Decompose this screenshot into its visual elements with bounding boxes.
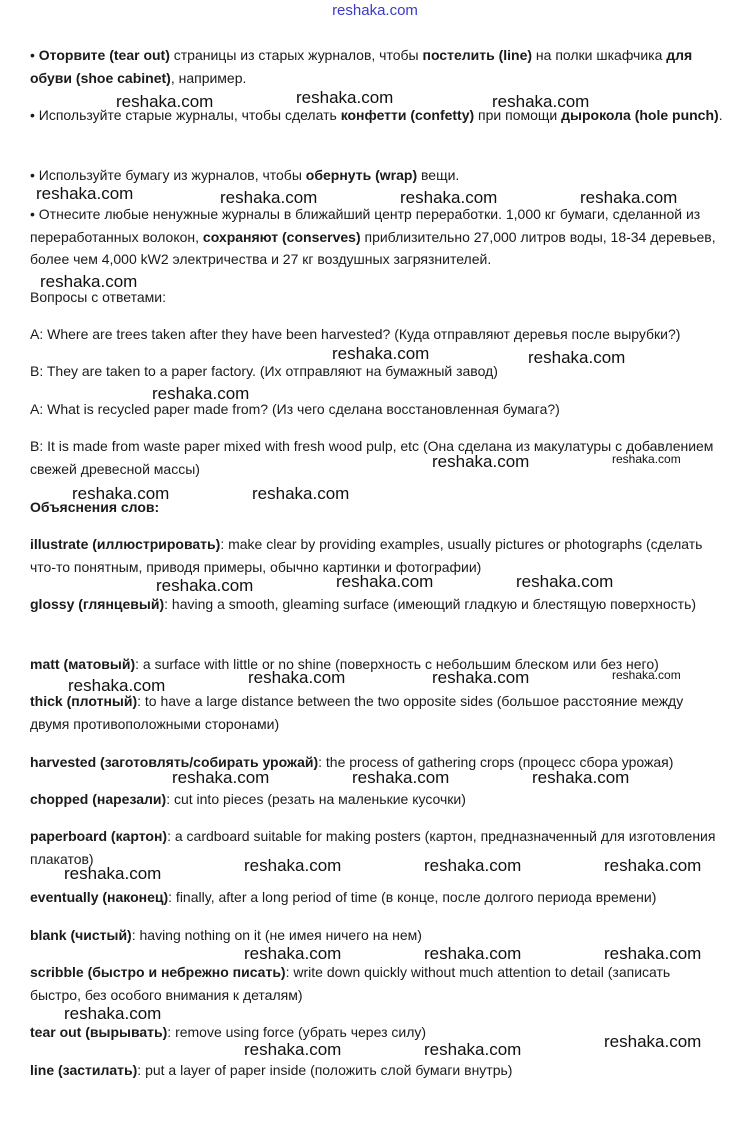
watermark: reshaka.com: [424, 1040, 522, 1059]
watermark: reshaka.com: [36, 184, 134, 203]
watermark: reshaka.com: [220, 188, 318, 207]
vocab-glossy: glossy (глянцевый): having a smooth, gleaming surface (имеющий гладкую и блестящую поверхность): [30, 596, 697, 612]
watermark: reshaka.com: [64, 1004, 162, 1023]
vocab-scribble: scribble (быстро и небрежно писать): write down quickly without much attention to detail (записать быстро, без особого внимания к деталям): [30, 964, 671, 1003]
vocab-eventually: eventually (наконец): finally, after a long period of time (в конце, после долгого периода времени): [30, 889, 657, 905]
bullet-recycling-center: • Отнесите любые ненужные журналы в ближайший центр переработки. 1,000 кг бумаги, сделанной из переработанных волокон, сохраняют (conserves) приблизительно 27,000 литров воды, 18-34 деревьев, более чем 4,000 kW2 электричества и 27 кг воздушных загрязнителей.: [30, 206, 716, 267]
watermark: reshaka.com: [244, 944, 342, 963]
qa-line-4: B: It is made from waste paper mixed with fresh wood pulp, etc (Она сделана из макулатуры с добавлением свежей древесной массы): [30, 438, 714, 477]
watermark: reshaka.com: [528, 348, 626, 367]
watermark: reshaka.com: [516, 572, 614, 591]
watermark: reshaka.com: [604, 944, 702, 963]
vocab-thick: thick (плотный): to have a large distance between the two opposite sides (большое расстояние между двумя противоположными сторонами): [30, 693, 684, 732]
vocab-illustrate: illustrate (иллюстрировать): make clear by providing examples, usually pictures or photographs (сделать что-то понятным, приводя примеры, обычно картинки и фотографии): [30, 536, 703, 575]
bullet-confetti: • Используйте старые журналы, чтобы сделать конфетти (confetty) при помощи дырокола (hole punch).: [30, 107, 723, 123]
watermark: reshaka.com: [352, 768, 450, 787]
watermark: reshaka.com: [336, 572, 434, 591]
watermark: reshaka.com: [400, 188, 498, 207]
watermark: reshaka.com: [116, 92, 214, 111]
watermark: reshaka.com: [532, 768, 630, 787]
watermark: reshaka.com: [432, 452, 530, 471]
qa-line-3: A: What is recycled paper made from? (Из чего сделана восстановленная бумага?): [30, 401, 560, 417]
watermark: reshaka.com: [40, 272, 138, 291]
watermark: reshaka.com: [332, 344, 430, 363]
vocab-tear-out: tear out (вырывать): remove using force (убрать через силу): [30, 1024, 427, 1040]
vocab-chopped: chopped (нарезали): cut into pieces (резать на маленькие кусочки): [30, 791, 466, 807]
bullet-tear-out: • Оторвите (tear out) страницы из старых журналов, чтобы постелить (line) на полки шкафчика для обуви (shoe cabinet), например.: [30, 47, 693, 86]
watermark: reshaka.com: [252, 484, 350, 503]
watermark: reshaka.com: [72, 484, 170, 503]
vocab-harvested: harvested (заготовлять/собирать урожай): the process of gathering crops (процесс сбора урожая): [30, 754, 674, 770]
watermark: reshaka.com: [604, 1032, 702, 1051]
qa-line-1: A: Where are trees taken after they have been harvested? (Куда отправляют деревья после вырубки?): [30, 326, 681, 342]
watermark: reshaka.com: [612, 668, 681, 682]
qa-heading: Вопросы с ответами:: [30, 289, 166, 305]
watermark: reshaka.com: [296, 88, 394, 107]
watermark: reshaka.com: [172, 768, 270, 787]
bullet-wrap: • Используйте бумагу из журналов, чтобы обернуть (wrap) вещи.: [30, 167, 460, 183]
watermark: reshaka.com: [580, 188, 678, 207]
watermark: reshaka.com: [432, 668, 530, 687]
watermark: reshaka.com: [248, 668, 346, 687]
vocab-blank: blank (чистый): having nothing on it (не имея ничего на нем): [30, 927, 422, 943]
vocab-matt: matt (матовый): a surface with little or no shine (поверхность с небольшим блеском или без него): [30, 656, 659, 672]
watermark: reshaka.com: [64, 864, 162, 883]
watermark: reshaka.com: [156, 576, 254, 595]
watermark: reshaka.com: [492, 92, 590, 111]
watermark: reshaka.com: [424, 944, 522, 963]
site-header-link[interactable]: reshaka.com: [332, 2, 418, 19]
watermark: reshaka.com: [424, 856, 522, 875]
watermark: reshaka.com: [68, 676, 166, 695]
watermark: reshaka.com: [244, 856, 342, 875]
watermark: reshaka.com: [152, 384, 250, 403]
qa-line-2: B: They are taken to a paper factory. (Их отправляют на бумажный завод): [30, 363, 498, 379]
watermark: reshaka.com: [244, 1040, 342, 1059]
watermark: reshaka.com: [604, 856, 702, 875]
vocab-heading: Объяснения слов:: [30, 499, 160, 515]
vocab-paperboard: paperboard (картон): a cardboard suitable for making posters (картон, предназначенный для изготовления плакатов): [30, 828, 716, 867]
watermark: reshaka.com: [612, 452, 681, 466]
vocab-line: line (застилать): put a layer of paper inside (положить слой бумаги внутрь): [30, 1062, 513, 1078]
